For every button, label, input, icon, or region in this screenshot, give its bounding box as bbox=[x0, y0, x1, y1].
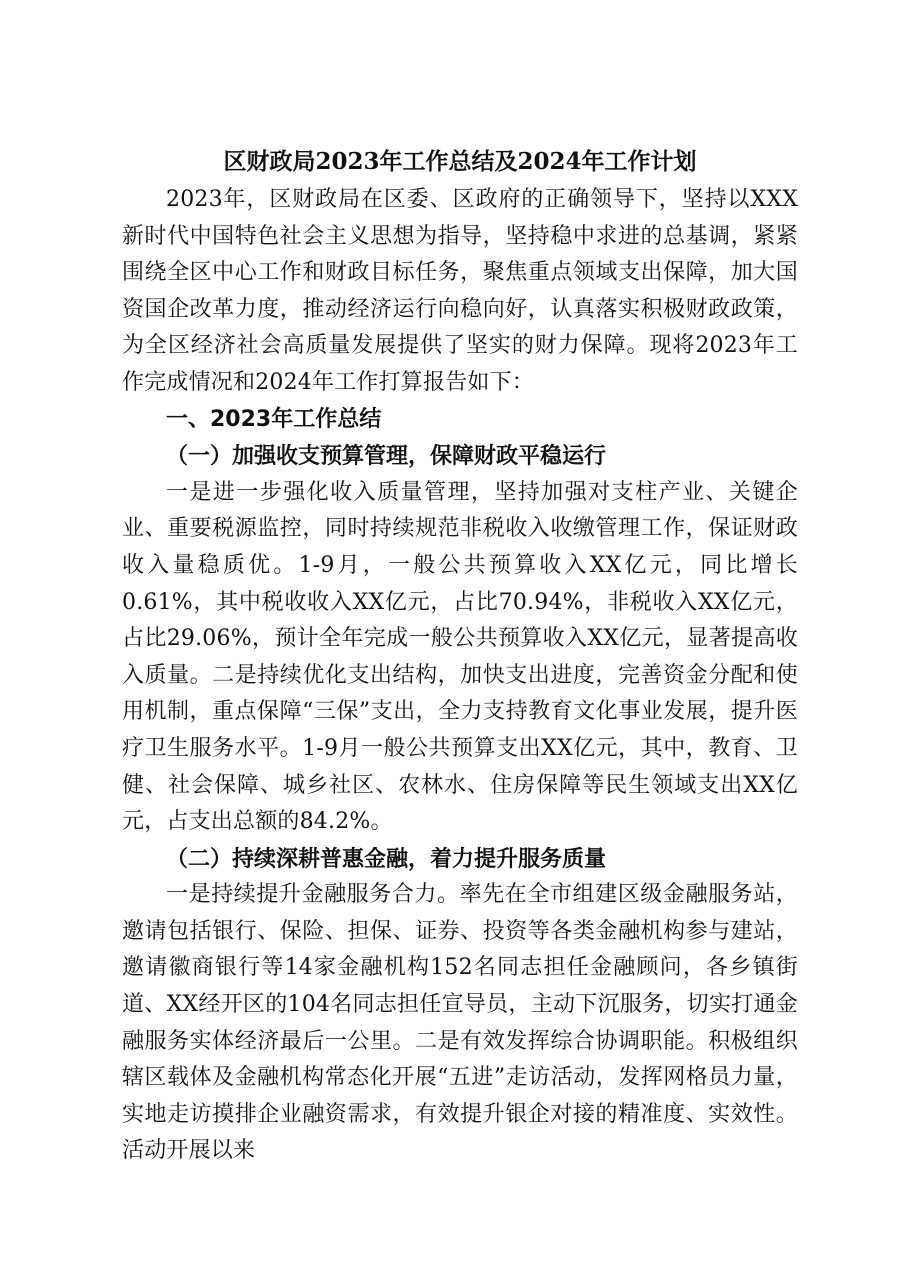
finance-paragraph: 一是持续提升金融服务合力。率先在全市组建区级金融服务站，邀请包括银行、保险、担保、证券、投资等各类金融机构参与建站，邀请徽商银行等14家金融机构152名同志担任金融顾问，各乡镇街道、XX经开区的104名同志担任宣导员，主动下沉服务，切实打通金融服务实体经济最后一公里。二是有效发挥综合协调职能。积极组织辖区载体及金融机构常态化开展“五进”走访活动，发挥网格员力量，实地走访摸排企业融资需求，有效提升银企对接的精准度、实效性。活动开展以来 bbox=[122, 882, 798, 1164]
subsection-heading-finance: （二）持续深耕普惠金融，着力提升服务质量 bbox=[166, 845, 607, 872]
subsection-heading-budget: （一）加强收支预算管理，保障财政平稳运行 bbox=[166, 443, 607, 470]
document-title: 区财政局2023年工作总结及2024年工作计划 bbox=[223, 148, 697, 175]
budget-paragraph: 一是进一步强化收入质量管理，坚持加强对支柱产业、关键企业、重要税源监控，同时持续规范非税收入收缴管理工作，保证财政收入量稳质优。1-9月，一般公共预算收入XX亿元，同比增长0.61%，其中税收收入XX亿元，占比70.94%，非税收入XX亿元，占比29.06%，预计全年完成一般公共预算收入XX亿元，显著提高收入质量。二是持续优化支出结构，加快支出进度，完善资金分配和使用机制，重点保障“三保”支出，全力支持教育文化事业发展，提升医疗卫生服务水平。1-9月一般公共预算支出XX亿元，其中，教育、卫健、社会保障、城乡社区、农林水、住房保障等民生领域支出XX亿元，占支出总额的84.2%。 bbox=[122, 479, 798, 835]
intro-paragraph: 2023年，区财政局在区委、区政府的正确领导下，坚持以XXX新时代中国特色社会主义思想为指导，坚持稳中求进的总基调，紧紧围绕全区中心工作和财政目标任务，聚焦重点领域支出保障，加大国资国企改革力度，推动经济运行向稳向好，认真落实积极财政政策，为全区经济社会高质量发展提供了坚实的财力保障。现将2023年工作完成情况和2024年工作打算报告如下： bbox=[122, 187, 798, 395]
document-body bbox=[122, 142, 798, 1170]
section-heading-summary: 一、2023年工作总结 bbox=[166, 406, 382, 432]
